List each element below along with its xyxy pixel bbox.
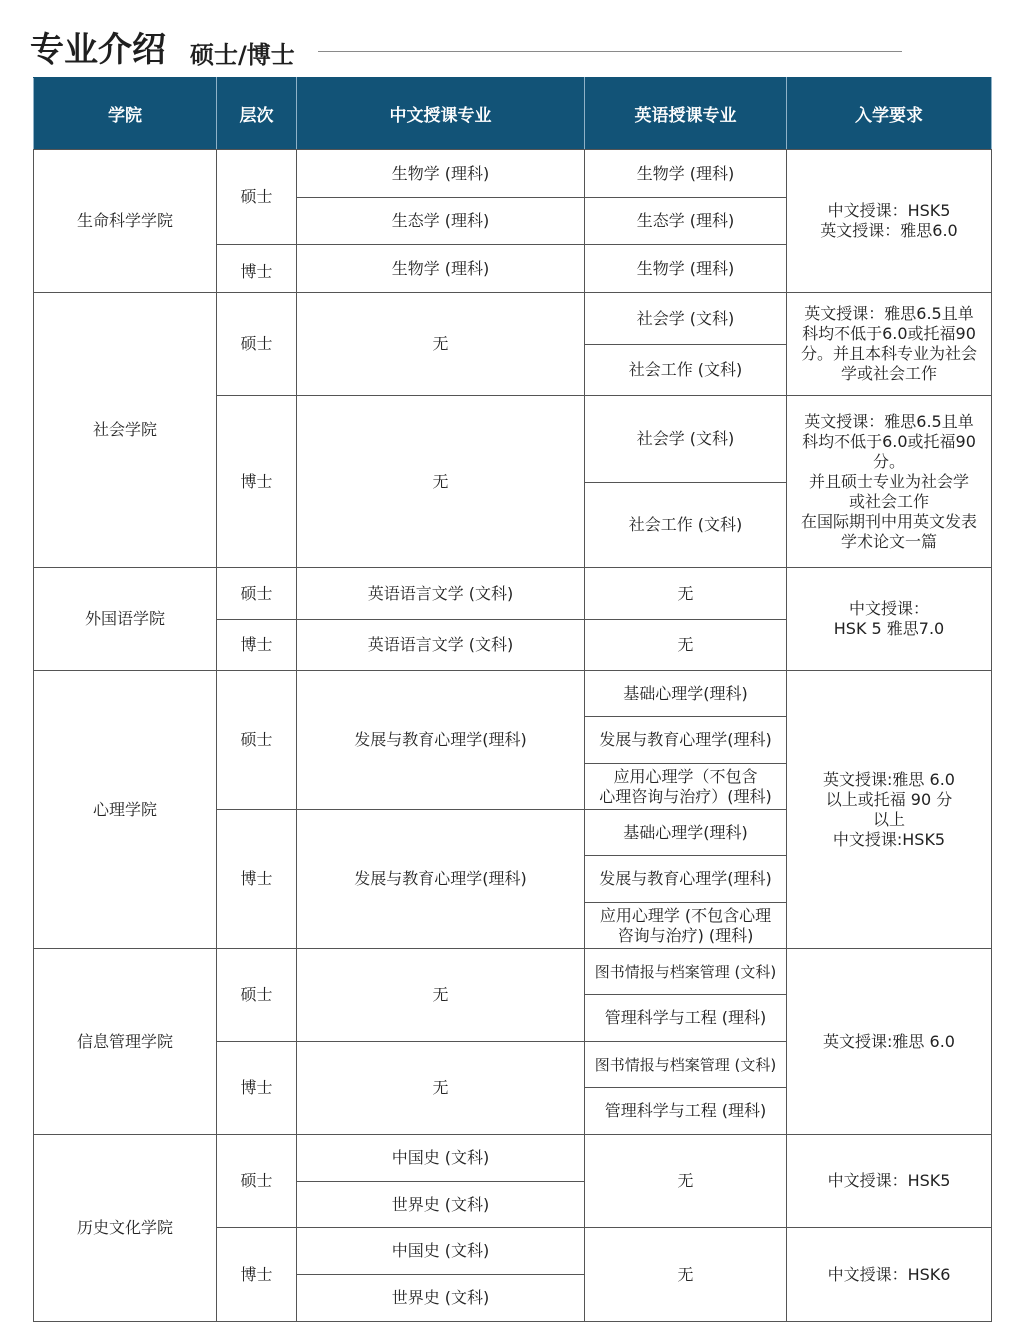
chinese-program: 无 [297,293,585,396]
school-name: 信息管理学院 [34,949,217,1135]
chinese-program: 无 [297,1042,585,1135]
chinese-program: 发展与教育心理学(理科) [297,671,585,810]
chinese-program: 中国史 (文科) [297,1135,585,1182]
table-row [34,568,992,620]
admission-requirement [787,671,992,949]
degree-level: 博士 [217,245,297,293]
english-program: 图书情报与档案管理 (文科) [585,949,787,995]
english-program: 应用心理学（不包含 心理咨询与治疗）(理科) [585,764,787,810]
english-program: 无 [585,1228,787,1322]
requirement-line: 科均不低于6.0或托福90 [802,324,976,343]
table-row [34,150,992,198]
requirement-line: 中文授课：HSK5 [827,201,951,220]
degree-level: 博士 [217,1042,297,1135]
school-name: 外国语学院 [34,568,217,671]
requirement-line: 英文授课:雅思 6.0 [823,1031,955,1051]
page-subtitle: 硕士/博士 [190,41,295,69]
requirement-line: 英文授课：雅思6.5且单 [804,304,974,323]
degree-level: 博士 [217,1228,297,1322]
school-name: 心理学院 [34,671,217,949]
title-divider [318,51,902,52]
requirement-line: HSK 5 雅思7.0 [833,619,945,638]
requirement-line: 以上 [872,809,905,829]
column-header-school: 学院 [34,78,217,150]
degree-level: 硕士 [217,1135,297,1228]
school-name: 历史文化学院 [34,1135,217,1322]
table-row [34,949,992,995]
requirement-line: 英文授课：雅思6.5且单 [804,411,974,431]
chinese-program: 无 [297,396,585,568]
english-program: 生态学 (理科) [585,198,787,245]
page-title: 专业介绍 [30,30,166,70]
degree-level: 硕士 [217,293,297,396]
english-program: 基础心理学(理科) [585,671,787,717]
english-program: 生物学 (理科) [585,245,787,293]
admission-requirement [787,568,992,671]
chinese-program: 世界史 (文科) [297,1275,585,1322]
admission-requirement [787,396,992,568]
english-program: 管理科学与工程 (理科) [585,995,787,1042]
table-row [34,1135,992,1182]
chinese-program: 生物学 (理科) [297,150,585,198]
english-program: 社会工作 (文科) [585,345,787,396]
degree-level: 博士 [217,810,297,949]
chinese-program: 生物学 (理科) [297,245,585,293]
english-program: 发展与教育心理学(理科) [585,856,787,903]
degree-level: 硕士 [217,568,297,620]
english-program: 社会学 (文科) [585,293,787,345]
chinese-program: 中国史 (文科) [297,1228,585,1275]
english-program: 社会工作 (文科) [585,483,787,568]
requirement-line: 分。 [872,451,905,471]
english-program: 社会学 (文科) [585,396,787,483]
column-header-level: 层次 [217,78,297,150]
table-row [34,293,992,345]
admission-requirement [787,150,992,293]
admission-requirement [787,1228,992,1322]
degree-level: 博士 [217,620,297,671]
requirement-line: 中文授课：HSK5 [827,1171,951,1190]
chinese-program: 英语语言文学 (文科) [297,568,585,620]
english-program: 发展与教育心理学(理科) [585,717,787,764]
program-table [33,77,992,1322]
degree-level: 硕士 [217,949,297,1042]
requirement-line: 中文授课：HSK6 [827,1264,951,1284]
table-row [34,671,992,717]
english-program: 无 [585,1135,787,1228]
requirement-line: 在国际期刊中用英文发表 [800,511,977,531]
degree-level: 硕士 [217,671,297,810]
english-program: 图书情报与档案管理 (文科) [585,1042,787,1088]
chinese-program: 英语语言文学 (文科) [297,620,585,671]
english-program: 应用心理学 (不包含心理 咨询与治疗) (理科) [585,903,787,949]
requirement-line: 学术论文一篇 [840,531,937,551]
english-program: 无 [585,568,787,620]
english-program: 无 [585,620,787,671]
requirement-line: 并且硕士专业为社会学 [808,471,969,491]
requirement-line: 学或社会工作 [840,364,937,383]
admission-requirement [787,293,992,396]
requirement-line: 中文授课： [848,599,929,618]
english-program: 生物学 (理科) [585,150,787,198]
requirement-line: 中文授课:HSK5 [832,829,946,849]
requirement-line: 科均不低于6.0或托福90 [802,431,976,451]
english-program: 基础心理学(理科) [585,810,787,856]
requirement-line: 英文授课:雅思 6.0 [823,769,955,789]
chinese-program: 生态学 (理科) [297,198,585,245]
column-header-requirement: 入学要求 [787,78,992,150]
english-program: 管理科学与工程 (理科) [585,1088,787,1135]
admission-requirement [787,1135,992,1228]
requirement-line: 以上或托福 90 分 [825,789,953,809]
school-name: 社会学院 [34,293,217,568]
requirement-line: 分。并且本科专业为社会 [800,344,977,363]
requirement-line: 或社会工作 [848,491,929,511]
school-name: 生命科学学院 [34,150,217,293]
column-header-chinese-program: 中文授课专业 [297,78,585,150]
table-header-row [34,78,992,150]
chinese-program: 无 [297,949,585,1042]
chinese-program: 世界史 (文科) [297,1182,585,1228]
degree-level: 硕士 [217,150,297,245]
degree-level: 博士 [217,396,297,568]
requirement-line: 英文授课：雅思6.0 [820,221,958,240]
chinese-program: 发展与教育心理学(理科) [297,810,585,949]
admission-requirement [787,949,992,1135]
column-header-english-program: 英语授课专业 [585,78,787,150]
